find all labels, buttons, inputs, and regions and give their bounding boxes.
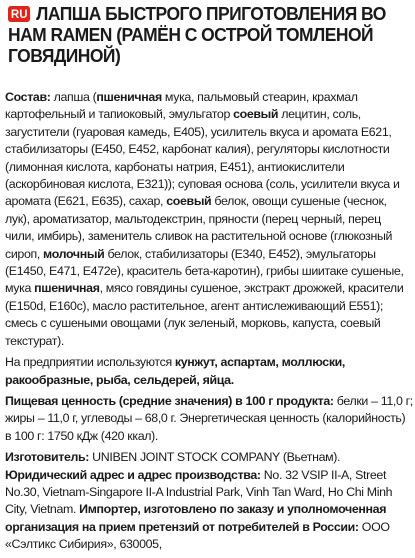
allergen-highlight: соевый: [233, 107, 279, 122]
composition-text: белок, стабилизаторы (E340, E452), эмульгаторы (E1450, E471, E472e), краситель бета-каротин), грибы шиитаке сушеные, мука: [5, 246, 404, 296]
composition-paragraph: [5, 89, 413, 350]
importer-label: Импортер, изготовлено по заказу и уполномоченная организация на прием претензий от потребителей в России:: [5, 502, 387, 534]
nutrition-text: белки – 11,0 г; жиры – 11,0 г, углеводы – 68,0 г. Энергетическая ценность (калорийность) в 100 г: 1750 кДж (420 ккал).: [5, 393, 413, 443]
label-body: [5, 89, 413, 558]
allergens-text: На предприятии используются: [5, 355, 175, 370]
composition-text: лецитин, соль, загустители (гуаровая камедь, E405), усилитель вкуса и аромата E621, стабилизаторы (E450, E452, карбонат калия), регуляторы кислотности (лимонная кислота, карбонаты натрия, E451), антиокислители (аскорбиновая кислота, E321)); суповая основа (соль, усилители вкуса и аромата (E621, E635), сахар,: [5, 107, 400, 209]
address-label: Юридический адрес и адрес производства:: [5, 467, 261, 482]
product-title: [8, 4, 396, 67]
language-badge: RU: [8, 6, 30, 22]
allergen-highlight: пшеничная: [96, 90, 162, 104]
allergen-highlight: молочный: [43, 246, 105, 261]
allergens-paragraph: [5, 354, 413, 389]
composition-text: , мясо говядины сушеное, экстракт дрожжей, красители (E150d, E160c), масло растительное, агент антислеживающий E551); смесь с сушеными овощами (лук зеленый, морковь, капуста, соевый текстурат).: [5, 281, 404, 348]
composition-text: лапша (: [50, 90, 97, 104]
allergens-list: кунжут, аспартам, моллюски, ракообразные, рыба, сельдерей, яйца.: [5, 355, 346, 387]
nutrition-label: Пищевая ценность (средние значения) в 100 г продукта:: [5, 393, 334, 408]
manufacturer-name: UNIBEN JOINT STOCK COMPANY (Вьетнам).: [89, 450, 341, 465]
allergen-highlight: соевый: [166, 194, 212, 209]
importer-text: ООО «Сэлтикс Сибирия», 630005,: [5, 519, 390, 552]
composition-text: белок, овощи сушеные (чеснок, лук), ароматизатор, мальтодекстрин, пряности (перец черный, перец чили, имбирь), заменитель сливок на растительной основе (глюкозный сироп,: [5, 194, 393, 261]
manufacturer-paragraph: [5, 449, 413, 553]
manufacturer-address: No. 32 VSIP II-A, Street No.30, Vietnam-Singapore II-A Industrial Park, Vinh Tan Ward, Ho Chi Minh City, Vietnam.: [5, 467, 393, 517]
product-title-text: ЛАПША БЫСТРОГО ПРИГОТОВЛЕНИЯ ВО НАМ RAMEN (РАМЁН С ОСТРОЙ ТОМЛЕНОЙ ГОВЯДИНОЙ): [8, 4, 386, 66]
manufacturer-label: Изготовитель:: [5, 450, 90, 465]
composition-label: Состав:: [5, 90, 51, 104]
nutrition-paragraph: [5, 393, 413, 445]
composition-text: мука, пальмовый стеарин, крахмал картофельный и тапиоковый, эмульгатор: [5, 90, 358, 122]
allergen-highlight: пшеничная: [34, 281, 100, 296]
